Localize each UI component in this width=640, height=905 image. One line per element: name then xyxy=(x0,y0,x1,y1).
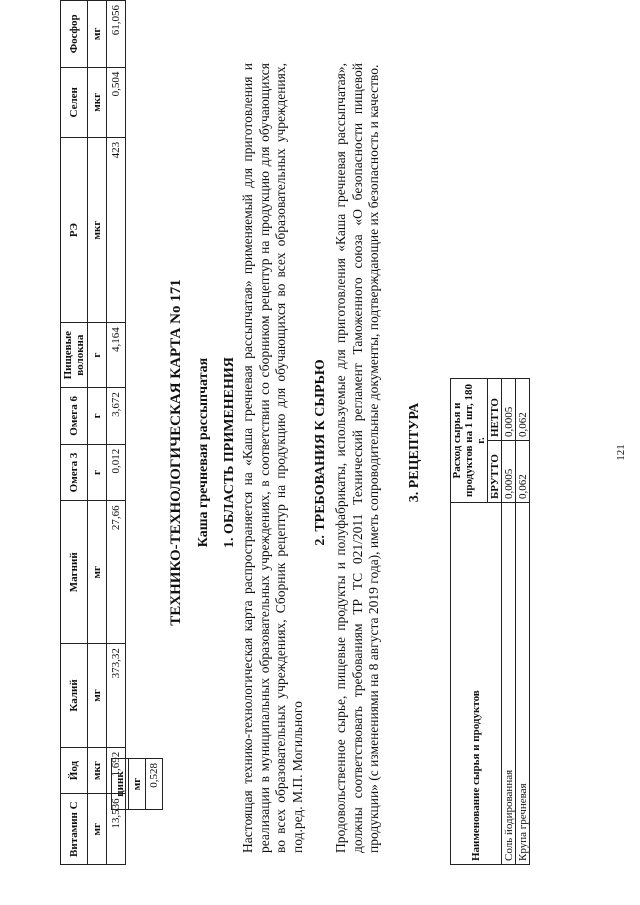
recipe-col-gross: БРУТТО xyxy=(488,441,502,503)
section-2-text: Продовольственное сырье, пищевые продукты и полуфабрикаты, используемые для приготовления «Каша гречневая рассыпчатая», должны соответствовать требованиям ТР ТС 021/2011 Технический регламент Таможенного союза «О безопасности пищевой продукции» (с изменениями на 8 августа 2019 года), иметь сопроводительные документы, подтверждающие их безопасность и качество. xyxy=(333,63,381,853)
recipe-header-row xyxy=(451,379,488,865)
nutrient-header-vitamin-c: Витамин С xyxy=(61,794,88,865)
value-cell: 4,164 xyxy=(107,323,126,388)
section-1-title: 1. ОБЛАСТЬ ПРИМЕНЕНИЯ xyxy=(222,357,237,548)
value-cell: 13,536 xyxy=(107,794,126,865)
nutrient-header-magnesium: Магний xyxy=(61,501,88,644)
zinc-header: цинк xyxy=(112,759,129,810)
nutrient-header-phosphorus: Фосфор xyxy=(61,1,88,68)
unit-cell: мг xyxy=(88,1,107,68)
unit-cell: мкг xyxy=(88,137,107,322)
card-title: ТЕХНИКО-ТЕХНОЛОГИЧЕСКАЯ КАРТА No 171 xyxy=(168,279,184,626)
value-cell: 423 xyxy=(107,137,126,322)
unit-cell: г xyxy=(88,388,107,445)
recipe-row-net: 0,062 xyxy=(516,379,530,441)
zinc-table xyxy=(111,758,163,810)
value-cell: 27,66 xyxy=(107,501,126,644)
unit-cell: мкг xyxy=(88,67,107,137)
section-3-title: 3. РЕЦЕПТУРА xyxy=(407,402,422,503)
unit-cell: мг xyxy=(88,644,107,748)
recipe-row xyxy=(502,379,516,865)
unit-cell: г xyxy=(88,444,107,501)
nutrient-header-potassium: Калий xyxy=(61,644,88,748)
unit-cell: мг xyxy=(88,794,107,865)
recipe-row xyxy=(516,379,530,865)
unit-cell: г xyxy=(88,323,107,388)
recipe-row-name: Соль йодированная xyxy=(502,503,516,865)
value-cell: 373,32 xyxy=(107,644,126,748)
recipe-row-gross: 0,062 xyxy=(516,441,530,503)
page-number: 121 xyxy=(615,444,627,461)
nutrient-header-iodine: Йод xyxy=(61,747,88,794)
recipe-row-gross: 0,0005 xyxy=(502,441,516,503)
recipe-row-net: 0,0005 xyxy=(502,379,516,441)
value-cell: 0,012 xyxy=(107,444,126,501)
nutrient-header-omega6: Омега 6 xyxy=(61,388,88,445)
nutrient-header-selenium: Селен xyxy=(61,67,88,137)
value-cell: 3,672 xyxy=(107,388,126,445)
recipe-table xyxy=(450,378,530,865)
section-1-text: Настоящая технико-технологическая карта распространяется на «Каша гречневая рассыпчатая» применяемый для приготовления и реализации в муниципальных образовательных учреждениях, в соответствии со сборником рецептур на продукцию для обучающихся во всех образовательных учреждениях, Сборник рецептур на продукцию для обучающихся во всех образовательных учреждениях, под.ред. М.П. Могильного xyxy=(240,63,305,853)
dish-name: Каша гречневая рассыпчатая xyxy=(196,357,211,548)
nutrient-header-re: РЭ xyxy=(61,137,88,322)
value-cell: 0,504 xyxy=(107,67,126,137)
recipe-col-net: НЕТТО xyxy=(488,379,502,441)
nutrient-unit-row xyxy=(88,1,107,865)
value-cell: 1,692 xyxy=(107,747,126,794)
nutrient-table xyxy=(60,0,126,865)
recipe-row-name: Крупа гречневая xyxy=(516,503,530,865)
unit-cell: мкг xyxy=(88,747,107,794)
nutrient-header-omega3: Омега 3 xyxy=(61,444,88,501)
recipe-col-expense: Расход сырья и продуктов на 1 шт, 180 г. xyxy=(451,379,488,503)
nutrient-value-row xyxy=(107,1,126,865)
nutrient-header-row xyxy=(61,1,88,865)
nutrient-header-fiber: Пищевые волокна xyxy=(61,323,88,388)
unit-cell: мг xyxy=(88,501,107,644)
recipe-col-name: Наименование сырья и продуктов xyxy=(451,503,502,865)
value-cell: 61,056 xyxy=(107,1,126,68)
zinc-unit: мг xyxy=(129,759,146,810)
section-2-title: 2. ТРЕБОВАНИЯ К СЫРЬЮ xyxy=(313,359,328,546)
zinc-value: 0,528 xyxy=(146,759,163,810)
